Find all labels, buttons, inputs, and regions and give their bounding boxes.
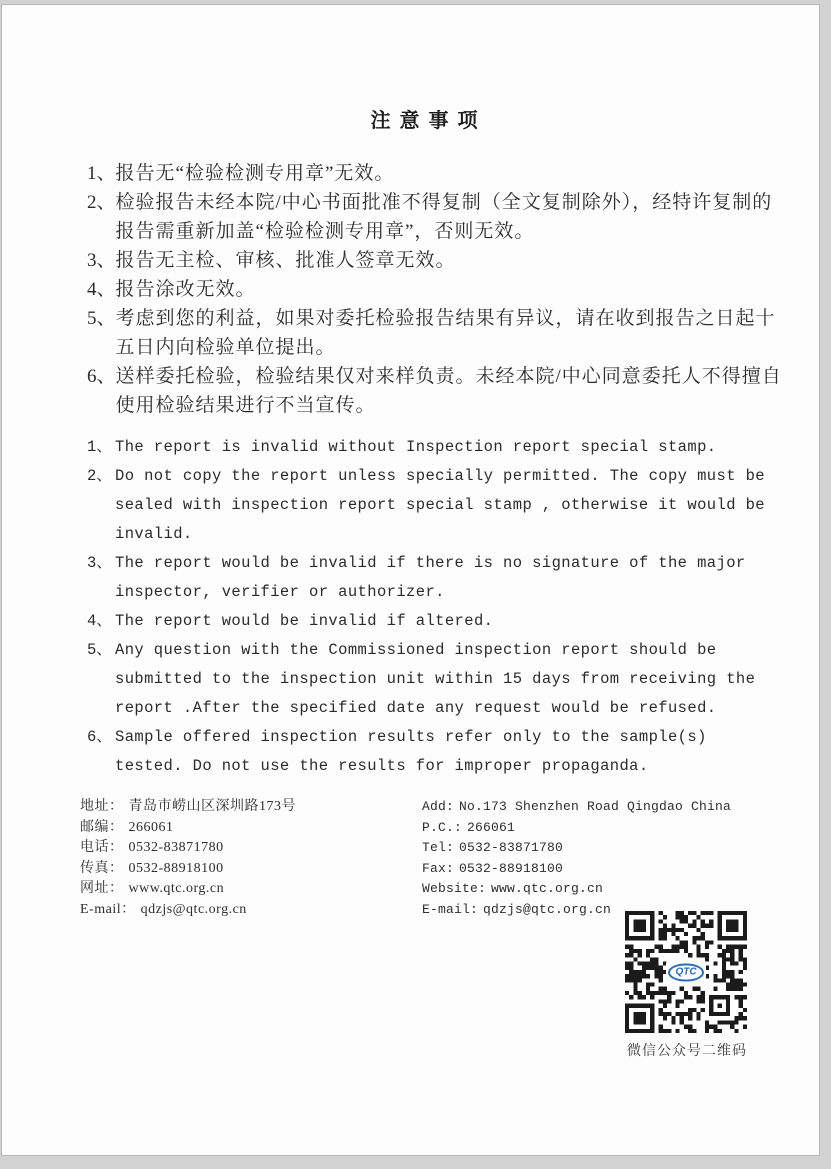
notice-text: Do not copy the report unless specially permitted. The copy must be sealed with inspection report special stamp , otherwise it would be invalid. <box>115 467 766 543</box>
qtc-logo <box>666 959 706 986</box>
notice-text: The report is invalid without Inspection report special stamp. <box>115 438 717 456</box>
contact-row-fax-cn <box>80 859 422 880</box>
contact-row-address-en <box>422 797 731 818</box>
contact-row-postcode-cn <box>80 818 422 839</box>
contact-label: Website: <box>422 881 487 896</box>
notices-chinese <box>87 159 784 420</box>
contact-label: P.C.: <box>422 819 463 835</box>
wechat-qr-block <box>625 911 749 1060</box>
notice-text: The report would be invalid if altered. <box>115 612 494 630</box>
contact-row-phone-cn <box>80 838 422 859</box>
contact-english <box>422 797 731 920</box>
notice-number: 5、 <box>87 308 116 329</box>
contact-label: 电话： <box>80 840 124 855</box>
notice-item-en-1 <box>87 433 784 462</box>
notice-number: 2、 <box>87 467 112 485</box>
contact-value: No.173 Shenzhen Road Qingdao China <box>459 799 732 814</box>
contact-row-address-cn <box>80 797 422 818</box>
notice-item-en-3 <box>87 549 784 607</box>
notice-item-cn-1 <box>87 159 784 188</box>
contact-value: 0532-88918100 <box>128 860 224 876</box>
contact-label: E-mail: <box>422 901 479 917</box>
contact-row-email-cn <box>80 900 422 921</box>
notice-text: 送样委托检验，检验结果仅对来样负责。未经本院/中心同意委托人不得擅自使用检验结果进行不当宣传。 <box>115 366 782 416</box>
contact-value: 0532-83871780 <box>128 840 224 855</box>
notice-item-cn-3 <box>87 246 784 275</box>
notice-number: 4、 <box>87 612 112 630</box>
contact-value: 266061 <box>467 819 516 835</box>
notice-item-en-2 <box>87 462 784 549</box>
contact-info <box>80 797 764 920</box>
contact-row-postcode-en <box>422 818 731 839</box>
contact-value: 青岛市崂山区深圳路173号 <box>128 799 296 814</box>
notice-text: Any question with the Commissioned inspection report should be submitted to the inspection unit within 15 days from receiving the report .After the specified date any request would be refused. <box>115 641 756 717</box>
notice-item-en-6 <box>87 723 784 781</box>
notice-item-en-5 <box>87 636 784 723</box>
contact-row-phone-en <box>422 838 731 859</box>
contact-label: 邮编： <box>80 819 124 835</box>
notice-item-cn-5 <box>87 304 784 362</box>
contact-row-website-cn <box>80 879 422 900</box>
notice-item-cn-6 <box>87 362 784 420</box>
notice-number: 1、 <box>87 163 116 184</box>
qtc-logo-text: QTC <box>668 963 703 981</box>
contact-label: 地址： <box>80 799 124 814</box>
contact-label: E-mail： <box>80 901 136 917</box>
contact-row-fax-en <box>422 859 731 880</box>
contact-value: 0532-83871780 <box>459 840 564 855</box>
notice-text: 考虑到您的利益，如果对委托检验报告结果有异议，请在收到报告之日起十五日内向检验单位提出。 <box>115 308 776 358</box>
notice-text: 报告无主检、审核、批准人签章无效。 <box>115 250 456 271</box>
page-content <box>2 5 819 920</box>
notice-number: 6、 <box>87 728 112 746</box>
qr-code <box>625 911 747 1033</box>
notice-number: 6、 <box>87 366 116 387</box>
notice-text: The report would be invalid if there is no signature of the major inspector, verifier or authorizer. <box>115 554 746 601</box>
notice-text: 报告无“检验检测专用章”无效。 <box>115 163 395 184</box>
notice-item-cn-4 <box>87 275 784 304</box>
contact-label: 传真： <box>80 860 124 876</box>
notice-number: 3、 <box>87 554 112 572</box>
notice-item-cn-2 <box>87 188 784 246</box>
notice-number: 4、 <box>87 279 116 300</box>
notice-text: 检验报告未经本院/中心书面批准不得复制（全文复制除外），经特许复制的报告需重新加盖“检验检测专用章”，否则无效。 <box>115 192 773 242</box>
contact-value: 266061 <box>128 819 174 835</box>
contact-row-website-en <box>422 879 731 900</box>
notice-item-en-4 <box>87 607 784 636</box>
contact-label: Fax: <box>422 860 455 876</box>
contact-value: www.qtc.org.cn <box>128 881 225 896</box>
notices-english <box>87 433 784 781</box>
notice-number: 1、 <box>87 438 112 456</box>
notice-number: 2、 <box>87 192 116 213</box>
contact-label: Add: <box>422 799 455 814</box>
contact-value: qdzjs@qtc.org.cn <box>483 901 612 917</box>
notice-text: Sample offered inspection results refer only to the sample(s) tested. Do not use the results for improper propaganda. <box>115 728 707 775</box>
notice-text: 报告涂改无效。 <box>115 279 256 300</box>
contact-value: 0532-88918100 <box>459 860 564 876</box>
contact-label: Tel: <box>422 840 455 855</box>
notice-number: 5、 <box>87 641 112 659</box>
notice-number: 3、 <box>87 250 116 271</box>
qr-caption: 微信公众号二维码 <box>627 1044 747 1059</box>
contact-chinese <box>80 797 422 920</box>
contact-value: qdzjs@qtc.org.cn <box>140 901 247 917</box>
contact-label: 网址： <box>80 881 124 896</box>
contact-value: www.qtc.org.cn <box>491 881 604 896</box>
page-title: 注 意 事 项 <box>370 110 480 132</box>
document-page <box>1 4 820 1156</box>
